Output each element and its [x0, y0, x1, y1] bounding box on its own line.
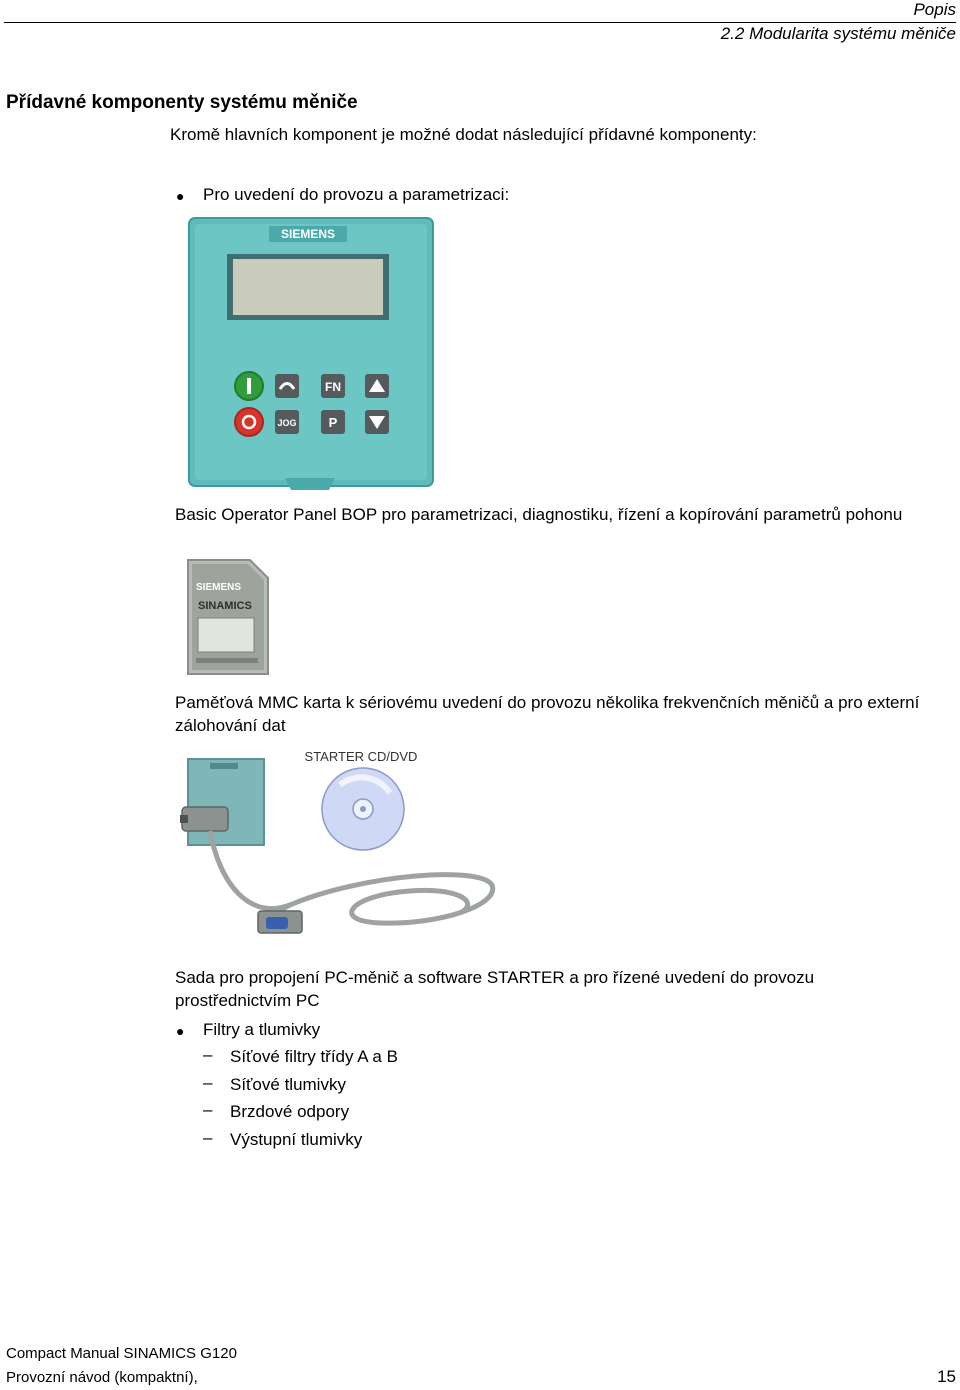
bullet-item-commissioning: Pro uvedení do provozu a parametrizaci:: [203, 185, 510, 204]
svg-text:FN: FN: [325, 380, 341, 394]
section-heading: Přídavné komponenty systému měniče: [6, 92, 358, 113]
footer-manual-title: Compact Manual SINAMICS G120: [6, 1345, 237, 1362]
svg-text:P: P: [328, 415, 338, 430]
mmc-caption: Paměťová MMC karta k sériovému uvedení do provozu několika frekvenčních měničů a pro externí zálohování dat: [175, 693, 920, 735]
mmc-product-text: SINAMICS: [198, 600, 252, 612]
mmc-brand-text: SIEMENS: [196, 582, 242, 593]
stop-key: [235, 408, 263, 436]
header-rule: [4, 22, 956, 23]
intro-text: Kromě hlavních komponent je možné dodat následující přídavné komponenty:: [170, 125, 757, 144]
running-header-subsection: 2.2 Modularita systému měniče: [720, 24, 956, 43]
bop-brand-text: SIEMENS: [280, 227, 336, 241]
list-item: Brzdové odpory: [230, 1102, 350, 1121]
list-item: Síťové filtry třídy A a B: [230, 1047, 398, 1066]
bop-caption: Basic Operator Panel BOP pro parametrizaci, diagnostiku, řízení a kopírování parametrů pohonu: [175, 505, 903, 524]
dash-marker: –: [203, 1100, 213, 1119]
dash-marker: –: [203, 1045, 213, 1064]
dash-marker: –: [203, 1073, 213, 1092]
running-header-section: Popis: [913, 0, 956, 19]
bullet-marker: ●: [176, 1023, 185, 1039]
starter-cd-label: STARTER CD/DVD: [304, 749, 418, 764]
pc-connection-kit-image: [180, 745, 500, 940]
pc-kit-caption: Sada pro propojení PC-měnič a software STARTER a pro řízené uvedení do provozu prostřednictvím PC: [175, 968, 815, 1010]
footer-manual-subtitle: Provozní návod (kompaktní),: [6, 1369, 198, 1386]
list-item: Výstupní tlumivky: [230, 1130, 363, 1149]
mmc-card-image: [184, 558, 272, 678]
page-number: 15: [937, 1367, 956, 1386]
bullet-marker: ●: [176, 188, 185, 204]
svg-text:JOG: JOG: [277, 418, 297, 428]
bullet-item-filters: Filtry a tlumivky: [203, 1020, 321, 1039]
list-item: Síťové tlumivky: [230, 1075, 346, 1094]
dash-marker: –: [203, 1128, 213, 1147]
bop-panel-image: [187, 216, 435, 490]
reverse-key: [275, 374, 299, 398]
